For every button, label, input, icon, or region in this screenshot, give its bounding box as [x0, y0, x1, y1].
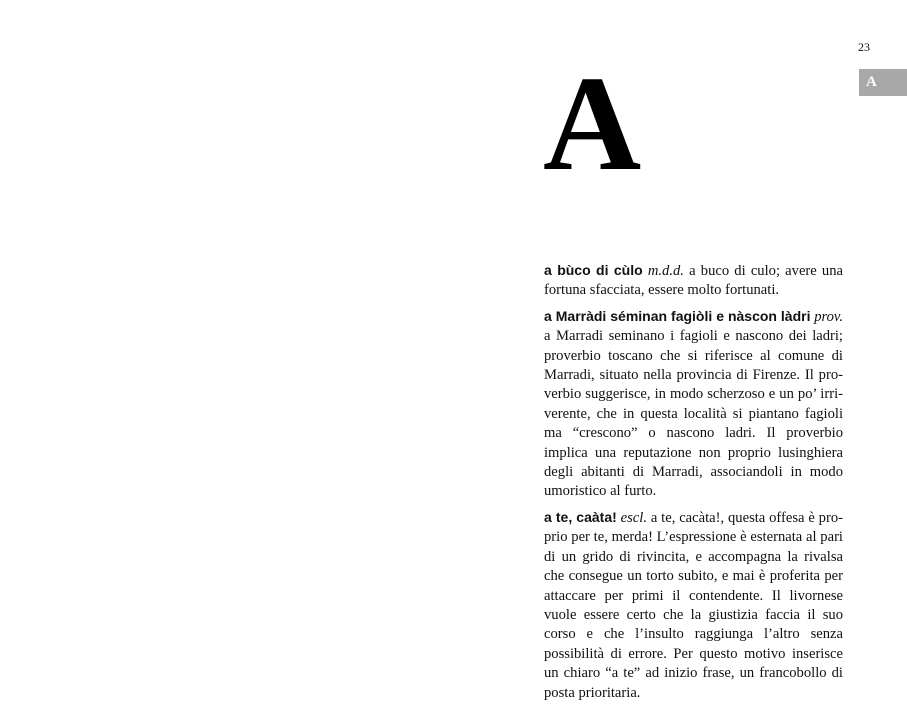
entry-grammar-label: prov.: [814, 308, 843, 325]
page-number: 23: [858, 40, 870, 54]
dictionary-entry: [544, 508, 843, 703]
entry-definition: a te, cacàta!, questa offesa è proprio per te, merda! L’espressione è esternata al pari di un grido di rivincita, e accompagna la rivalsa che consegue un torto subito, e mai è proferita per attaccare per primi il contendente. Il livornese vuole essere certo che la giustizia faccia il suo corso e che l’insulto raggiunga l’altro senza possibilità di errore. Per questo motivo inserisce un chiaro “a te” ad inizio frase, un francobollo di posta prioritaria.: [544, 509, 844, 701]
entry-grammar-label: escl.: [620, 509, 647, 526]
entry-definition: a buco di culo; avere una fortuna sfacciata, essere molto fortunati.: [544, 263, 843, 299]
dictionary-entry: [544, 307, 843, 502]
entry-headword: a Marràdi séminan fagiòli e nàscon làdri: [544, 307, 811, 324]
section-letter: A: [543, 49, 642, 199]
dictionary-entry: [544, 261, 843, 301]
entry-definition: a Marradi seminano i fagioli e nascono dei ladri; proverbio toscano che si riferisce al comune di Marradi, situato nella provincia di Firenze. Il proverbio suggerisce, in modo scherzoso e un po’ irriverente, che in questa località si piantano fagioli ma “crescono” o nascono ladri. Il proverbio implica una reputazione non proprio lusinghiera degli abitanti di Marradi, associandoli in modo umoristico al furto.: [544, 328, 843, 500]
entry-grammar-label: m.d.d.: [647, 263, 684, 279]
entry-headword: a bùco di cùlo: [544, 262, 643, 278]
section-tab: A: [859, 69, 907, 96]
entry-headword: a te, caàta!: [544, 508, 617, 525]
dictionary-entries: [544, 261, 843, 709]
